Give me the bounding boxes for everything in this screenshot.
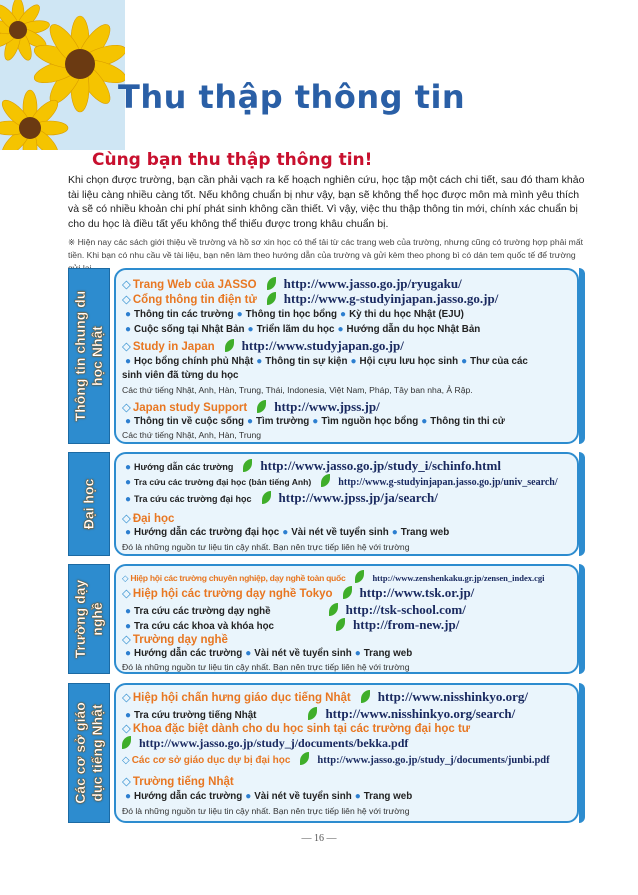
- bullet-item: Tìm nguồn học bổng: [321, 416, 419, 427]
- jpss-search-link[interactable]: http://www.jpss.jp/ja/search/: [278, 490, 438, 505]
- bullet-item: Trang web: [363, 791, 413, 802]
- junbi-link[interactable]: http://www.jasso.go.jp/study_j/documents/junbi.pdf: [317, 755, 550, 766]
- leaf-icon: [243, 459, 252, 472]
- bullet-item: Triển lãm du học: [256, 324, 335, 335]
- bullet-item: Hội cựu lưu học sinh: [359, 356, 459, 367]
- sij-heading: Study in Japan: [132, 341, 215, 353]
- bullet-item: Tìm trường: [256, 416, 310, 427]
- from-new-link[interactable]: http://from-new.jp/: [353, 617, 460, 632]
- languages-note: Các thứ tiếng Nhật, Anh, Hàn, Trung, Thái, Indonesia, Việt Nam, Pháp, Tây ban nha, Ả Rập.: [122, 385, 473, 395]
- jasso-link[interactable]: http://www.jasso.go.jp/ryugaku/: [283, 276, 462, 291]
- tsk-link[interactable]: http://www.tsk.or.jp/: [359, 585, 475, 600]
- nisshinkyo-heading: Hiệp hội chấn hưng giáo dục tiếng Nhật: [132, 692, 351, 704]
- bullet-item: Hướng dẫn các trường đại học: [134, 527, 280, 538]
- reliability-note: Đó là những nguồn tư liệu tin cậy nhất. Bạn nên trực tiếp liên hệ với trường: [122, 542, 410, 552]
- bullet-item: Cuộc sống tại Nhật Bản: [134, 324, 245, 335]
- row-label: Tra cứu các trường đại học: [134, 494, 252, 504]
- panel-general-info: ◇ Trang Web của JASSO http://www.jasso.go.jp/ryugaku/ ◇ Cổng thông tin điện tử http://www.g-studyinjapan.jasso.go.jp/ ● Thông tin các trường ● Thông tin học bổng ● Kỳ thi du học Nhật (EJU) ● Cuộc sống tại Nhật Bản ● Triển lãm du học ● Hướng dẫn du học Nhật Bản ◇ Study in Japan http://www.studyjapan.go.jp/ ● Học bổng chính phủ Nhật ● Thông tin sự kiện ● Hội cựu lưu học sinh ● Thư của các sinh viên đã từng du học Các thứ tiếng Nhật, Anh, Hàn, Trung, Thái, Indonesia, Việt Nam, Pháp, Tây ban nha, Ả Rập. ◇ Japan study Support http://www.jpss.jp/ ● Thông tin về cuộc sống ● Tìm trường ● Tìm nguồn học bổng ● Thông tin thi cử Các thứ tiếng Nhật, Anh, Hàn, Trung: [114, 268, 579, 444]
- row-label: Tra cứu các trường dạy nghề: [134, 606, 271, 617]
- vocational-heading: Trường dạy nghề: [132, 634, 228, 646]
- university-heading: Đại học: [132, 513, 175, 525]
- portal-heading: Cổng thông tin điện tử: [132, 294, 257, 306]
- languages-note: Các thứ tiếng Nhật, Anh, Hàn, Trung: [122, 430, 262, 440]
- sij-link[interactable]: http://www.studyjapan.go.jp/: [241, 338, 404, 353]
- row-label: Tra cứu trường tiếng Nhật: [134, 710, 257, 721]
- leaf-icon: [321, 474, 330, 487]
- note-paragraph: ※ Hiện nay các sách giới thiệu về trường và hồ sơ xin học có thể tải từ các trang web của trường, nhưng cũng có trường hợp phải mất tiền. Khi bạn có nhu cầu về tài liệu, bạn nên làm theo hướng dẫn của trường và gửi kèm theo phong bì có dán tem quốc tế để trường: [68, 237, 583, 260]
- leaf-icon: [336, 618, 345, 631]
- tsk-school-link[interactable]: http://tsk-school.com/: [345, 602, 466, 617]
- section-label-line: nghề: [89, 602, 105, 636]
- bullet-item: Học bổng chính phủ Nhật: [134, 356, 254, 367]
- section-label-line: Các cơ sở giáo: [72, 702, 88, 804]
- reliability-note: Đó là những nguồn tư liệu tin cậy nhất. Bạn nên trực tiếp liên hệ với trường: [122, 806, 410, 816]
- row-label: Hướng dẫn các trường: [134, 462, 234, 472]
- leaf-icon: [355, 570, 364, 583]
- schinfo-link[interactable]: http://www.jasso.go.jp/study_i/schinfo.html: [260, 458, 501, 473]
- bekka-heading: Khoa đặc biệt dành cho du học sinh tại các trường đại học tư: [132, 723, 471, 735]
- jasso-heading: Trang Web của JASSO: [132, 279, 257, 291]
- bullet-item: Vài nét về tuyển sinh: [254, 648, 352, 659]
- jss-heading: Japan study Support: [132, 402, 248, 414]
- bullet-item: Thông tin sự kiện: [265, 356, 348, 367]
- sunflower-decoration: [0, 0, 125, 150]
- bullet-item: Vài nét về tuyển sinh: [291, 527, 389, 538]
- section-label-general: [68, 268, 110, 444]
- intro-paragraph: Khi chọn được trường, bạn cần phải vạch ra kế hoạch nghiên cứu, học tập một cách chi tiết, sau đó tham khảo tài liệu càng nhiều càng tốt. Nếu không chuẩn bị như vậy, bạn sẽ không thể học được môn mà mình yêu thích và sẽ có nhiều khoản chi phí phát sinh không cần thiết. Vì vậy, việc thu thập thông tin mới, chính xác chuẩn bị cho du học là điều tất yếu không thể thiếu được trong khâu chuẩn bị.: [68, 174, 585, 230]
- tsk-heading: Hiệp hội các trường dạy nghề Tokyo: [132, 588, 333, 600]
- bullet-item: Vài nét về tuyển sinh: [254, 791, 352, 802]
- leaf-icon: [267, 292, 276, 305]
- leaf-icon: [361, 690, 370, 703]
- section-label-line: Trường dạy: [72, 579, 88, 659]
- leaf-icon: [300, 752, 309, 765]
- jss-link[interactable]: http://www.jpss.jp/: [274, 399, 380, 414]
- bullet-item: Thông tin các trường: [134, 309, 234, 320]
- page-number: — 16 —: [301, 833, 337, 844]
- nisshinkyo-search-link[interactable]: http://www.nisshinkyo.org/search/: [325, 706, 516, 721]
- section-label-line: Thông tin chung du: [72, 290, 88, 422]
- panel-university: ● Hướng dẫn các trường http://www.jasso.go.jp/study_i/schinfo.html ● Tra cứu các trường đại học (bản tiếng Anh) http://www.g-studyinjapan.jasso.go.jp/univ_search/ ● Tra cứu các trường đại học http://www.jpss.jp/ja/search/ ◇ Đại học ● Hướng dẫn các trường đại học ● Vài nét về tuyển sinh ● Trang web Đó là những nguồn tư liệu tin cậy nhất. Bạn nên trực tiếp liên hệ với trường: [114, 452, 579, 556]
- leaf-icon: [225, 339, 234, 352]
- bullet-item: Trang web: [400, 527, 450, 538]
- row-label: Tra cứu các khoa và khóa học: [134, 621, 275, 632]
- junbi-heading: Các cơ sở giáo dục dự bị đại học: [131, 755, 291, 766]
- bullet-item: Thông tin học bổng: [245, 309, 338, 320]
- bullet-item: Hướng dẫn các trường: [134, 648, 243, 659]
- bullet-item: Thư của các: [470, 356, 528, 367]
- japanese-school-heading: Trường tiếng Nhật: [132, 776, 234, 788]
- univ-search-link[interactable]: http://www.g-studyinjapan.jasso.go.jp/univ_search/: [338, 477, 558, 488]
- section-label-line: học Nhật: [89, 326, 105, 386]
- bullet-item-cont: sinh viên đã từng du học: [122, 370, 239, 381]
- bullet-item: Thông tin về cuộc sống: [134, 416, 244, 427]
- leaf-icon: [122, 736, 131, 749]
- section-label-japanese-schools: [68, 683, 110, 823]
- section-label-line: dục tiếng Nhật: [89, 704, 105, 802]
- leaf-icon: [257, 400, 266, 413]
- reliability-note: Đó là những nguồn tư liệu tin cậy nhất. Bạn nên trực tiếp liên hệ với trường: [122, 662, 410, 672]
- leaf-icon: [308, 707, 317, 720]
- panel-vocational: ◇ Hiệp hội các trường chuyên nghiệp, dạy nghề toàn quốc http://www.zenshenkaku.gr.jp/zensen_index.cgi ◇ Hiệp hội các trường dạy nghề Tokyo http://www.tsk.or.jp/ ● Tra cứu các trường dạy nghề http://tsk-school.com/ ● Tra cứu các khoa và khóa học http://from-new.jp/ ◇ Trường dạy nghề ● Hướng dẫn các trường ● Vài nét về tuyển sinh ● Trang web Đó là những nguồn tư liệu tin cậy nhất. Bạn nên trực tiếp liên hệ với trường: [114, 564, 579, 674]
- leaf-icon: [262, 491, 271, 504]
- bullet-item: Hướng dẫn các trường: [134, 791, 243, 802]
- section-label-vocational: [68, 564, 110, 674]
- page-title: Thu thập thông tin: [118, 78, 466, 116]
- zensen-heading: Hiệp hội các trường chuyên nghiệp, dạy nghề toàn quốc: [130, 573, 346, 583]
- portal-link[interactable]: http://www.g-studyinjapan.jasso.go.jp/: [283, 291, 499, 306]
- leaf-icon: [343, 586, 352, 599]
- leaf-icon: [329, 603, 338, 616]
- bullet-item: Kỳ thi du học Nhật (EJU): [349, 309, 464, 320]
- leaf-icon: [267, 277, 276, 290]
- panel-japanese-schools: ◇ Hiệp hội chấn hưng giáo dục tiếng Nhật http://www.nisshinkyo.org/ ● Tra cứu trường tiếng Nhật http://www.nisshinkyo.org/search/ ◇ Khoa đặc biệt dành cho du học sinh tại các trường đại học tư http://www.jasso.go.jp/study_j/documents/bekka.pdf ◇ Các cơ sở giáo dục dự bị đại học http://www.jasso.go.jp/study_j/documents/junbi.pdf ◇ Trường tiếng Nhật ● Hướng dẫn các trường ● Vài nét về tuyển sinh ● Trang web Đó là những nguồn tư liệu tin cậy nhất. Bạn nên trực tiếp liên hệ với trường: [114, 683, 579, 823]
- bullet-item: Trang web: [363, 648, 413, 659]
- nisshinkyo-link[interactable]: http://www.nisshinkyo.org/: [377, 689, 529, 704]
- section-label-university: [68, 452, 110, 556]
- section-label-line: Đại học: [80, 478, 97, 530]
- zensen-link[interactable]: http://www.zenshenkaku.gr.jp/zensen_index.cgi: [372, 573, 545, 583]
- bullet-item: Thông tin thi cử: [430, 416, 505, 427]
- row-label: Tra cứu các trường đại học (bản tiếng Anh): [134, 477, 312, 487]
- bullet-item: Hướng dẫn du học Nhật Bản: [346, 324, 481, 335]
- page-subtitle: Cùng bạn thu thập thông tin!: [92, 150, 373, 170]
- bekka-link[interactable]: http://www.jasso.go.jp/study_j/documents/bekka.pdf: [139, 736, 409, 750]
